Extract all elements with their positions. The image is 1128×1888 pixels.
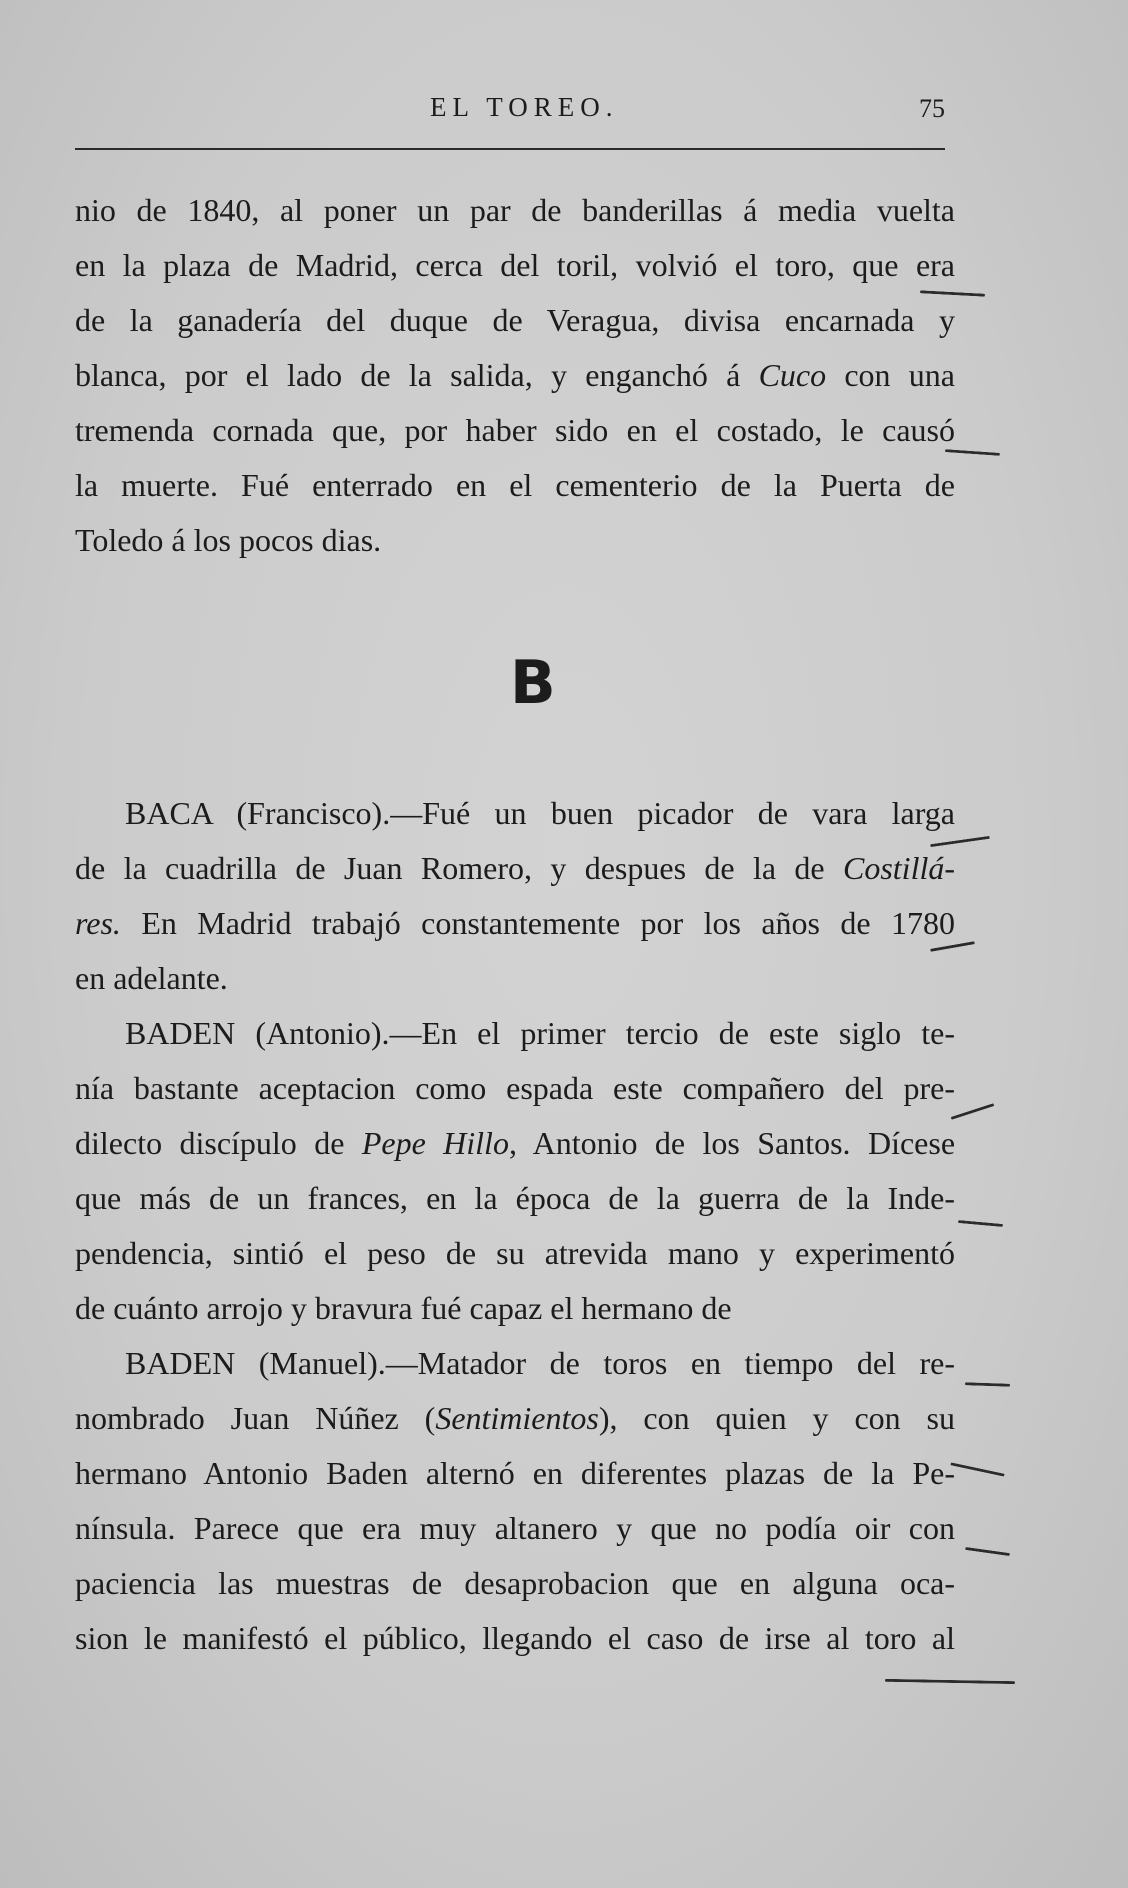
entry-baden-manuel-line	[75, 1391, 955, 1446]
pencil-mark	[958, 1220, 1003, 1227]
text-segment: de la cuadrilla de Juan Romero, y despues de la de	[75, 850, 843, 886]
page-number: 75	[919, 94, 945, 123]
text-line: nio de 1840, al poner un par de banderillas á media vuelta	[75, 192, 955, 228]
entry-baden-antonio-line	[75, 1116, 955, 1171]
page-header	[75, 92, 945, 132]
dictionary-entries	[75, 786, 955, 1666]
entry-baden-antonio-line: BADEN (Antonio).—En el primer tercio de este siglo te-	[125, 1015, 955, 1051]
header-rule	[75, 148, 945, 150]
pencil-mark	[965, 1382, 1010, 1387]
text-segment: ), con quien y con su	[598, 1400, 956, 1436]
entry-baden-antonio-line: que más de un frances, en la época de la guerra de la Inde-	[75, 1180, 955, 1216]
text-line: la muerte. Fué enterrado en el cementerio de la Puerta de	[75, 467, 955, 503]
entry-baca-line: BACA (Francisco).—Fué un buen picador de vara larga	[125, 795, 955, 831]
text-segment: con una	[826, 357, 956, 393]
italic-name: Cuco	[758, 357, 827, 393]
italic-name: Sentimientos	[435, 1400, 599, 1436]
entry-baca-line: en adelante.	[75, 960, 228, 996]
entry-baden-manuel-line: nínsula. Parece que era muy altanero y que no podía oir con	[75, 1510, 955, 1546]
text-segment: nombrado Juan Núñez (	[75, 1400, 436, 1436]
italic-name: Pepe Hillo	[361, 1125, 509, 1161]
text-line: en la plaza de Madrid, cerca del toril, volvió el toro, que era	[75, 247, 955, 283]
text-segment: En Madrid trabajó constantemente por los años de 1780	[120, 905, 955, 941]
entry-baden-manuel-line: paciencia las muestras de desaprobacion que en alguna oca-	[75, 1565, 955, 1601]
entry-baden-manuel-line: hermano Antonio Baden alternó en diferentes plazas de la Pe-	[75, 1455, 955, 1491]
text-segment: blanca, por el lado de la salida, y enganchó á	[75, 357, 759, 393]
text-line: tremenda cornada que, por haber sido en el costado, le causó	[75, 412, 955, 448]
pencil-mark	[950, 1462, 1004, 1476]
italic-name: Costillá-	[842, 850, 955, 886]
entry-baden-manuel-line: sion le manifestó el público, llegando el caso de irse al toro al	[75, 1620, 955, 1656]
text-line: Toledo á los pocos dias.	[75, 522, 382, 558]
text-line: de la ganadería del duque de Veragua, divisa encarnada y	[75, 302, 955, 338]
text-segment: , Antonio de los Santos. Dícese	[508, 1125, 956, 1161]
pencil-mark	[885, 1679, 1015, 1684]
entry-baden-antonio-line: pendencia, sintió el peso de su atrevida mano y experimentó	[75, 1235, 955, 1271]
pencil-mark	[951, 1103, 995, 1120]
text-segment: dilecto discípulo de	[75, 1125, 362, 1161]
pencil-mark	[965, 1547, 1010, 1556]
section-letter: B	[510, 648, 556, 718]
entry-baden-manuel-line: BADEN (Manuel).—Matador de toros en tiempo del re-	[125, 1345, 955, 1381]
continuation-paragraph	[75, 183, 955, 568]
running-title: EL TOREO.	[430, 92, 619, 122]
entry-baden-antonio-line: nía bastante aceptacion como espada este compañero del pre-	[75, 1070, 955, 1106]
entry-baca-line	[75, 896, 955, 951]
italic-name: res.	[75, 905, 121, 941]
text-line	[75, 348, 955, 403]
entry-baden-antonio-line: de cuánto arrojo y bravura fué capaz el hermano de	[75, 1290, 732, 1326]
entry-baca-line	[75, 841, 955, 896]
